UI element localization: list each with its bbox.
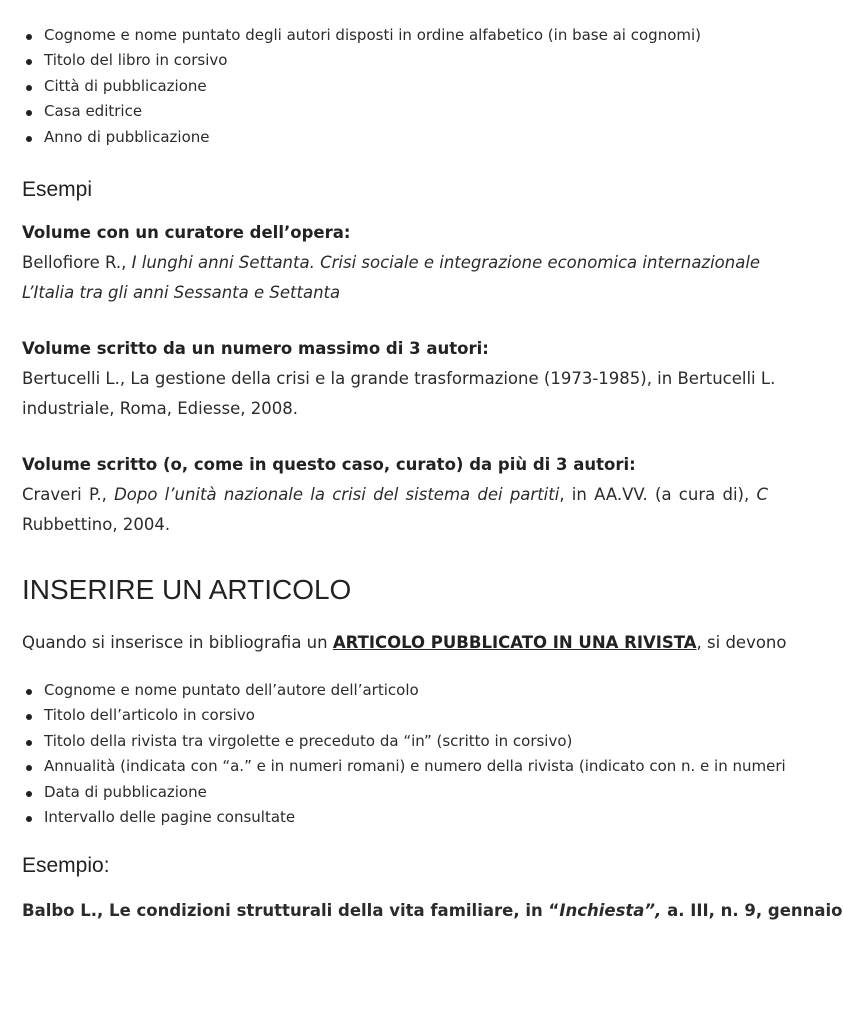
book-requirements-list xyxy=(22,23,746,150)
example-3-line-2: Rubbettino, 2004. xyxy=(22,515,171,535)
examples-heading: Esempi xyxy=(22,178,93,202)
example-2-label: Volume scritto da un numero massimo di 3 autori: xyxy=(22,339,489,359)
section-heading: INSERIRE UN ARTICOLO xyxy=(22,574,352,606)
example-heading: Esempio: xyxy=(22,854,110,878)
article-content xyxy=(22,0,843,926)
list-item: Titolo del libro in corsivo xyxy=(22,48,746,73)
article-requirements-list xyxy=(22,678,786,830)
list-item: Cognome e nome puntato degli autori disposti in ordine alfabetico (in base ai cognomi) xyxy=(22,23,746,48)
example-3-line-1: Craveri P., Dopo l’unità nazionale la crisi del sistema dei partiti, in AA.VV. (a cura di), C xyxy=(22,485,768,505)
list-item: Casa editrice xyxy=(22,99,746,124)
list-item: Titolo dell’articolo in corsivo xyxy=(22,703,746,728)
example-2-line-2: industriale, Roma, Ediesse, 2008. xyxy=(22,399,298,419)
article-intro: Quando si inserisce in bibliografia un ARTICOLO PUBBLICATO IN UNA RIVISTA, si devono xyxy=(22,633,787,653)
example-1-label: Volume con un curatore dell’opera: xyxy=(22,223,351,243)
list-item: Titolo della rivista tra virgolette e preceduto da “in” (scritto in corsivo) xyxy=(22,729,746,754)
article-example: Balbo L., Le condizioni strutturali della vita familiare, in “Inchiesta”, a. III, n. 9, gennaio xyxy=(22,901,843,921)
example-3-label: Volume scritto (o, come in questo caso, curato) da più di 3 autori: xyxy=(22,455,636,475)
list-item: Data di pubblicazione xyxy=(22,780,746,805)
example-1-line-2: L’Italia tra gli anni Sessanta e Settanta xyxy=(22,283,341,303)
list-item: Intervallo delle pagine consultate xyxy=(22,805,746,830)
list-item: Anno di pubblicazione xyxy=(22,125,746,150)
list-item: Cognome e nome puntato dell’autore dell’articolo xyxy=(22,678,746,703)
example-2-line-1: Bertucelli L., La gestione della crisi e la grande trasformazione (1973-1985), in Bertucelli L. xyxy=(22,369,776,389)
example-1-line-1: Bellofiore R., I lunghi anni Settanta. Crisi sociale e integrazione economica internazionale xyxy=(22,253,761,273)
list-item: Annualità (indicata con “a.” e in numeri romani) e numero della rivista (indicato con n. e in numeri xyxy=(22,754,746,779)
list-item: Città di pubblicazione xyxy=(22,74,746,99)
article-emphasis-link[interactable]: ARTICOLO PUBBLICATO IN UNA RIVISTA xyxy=(332,633,697,653)
